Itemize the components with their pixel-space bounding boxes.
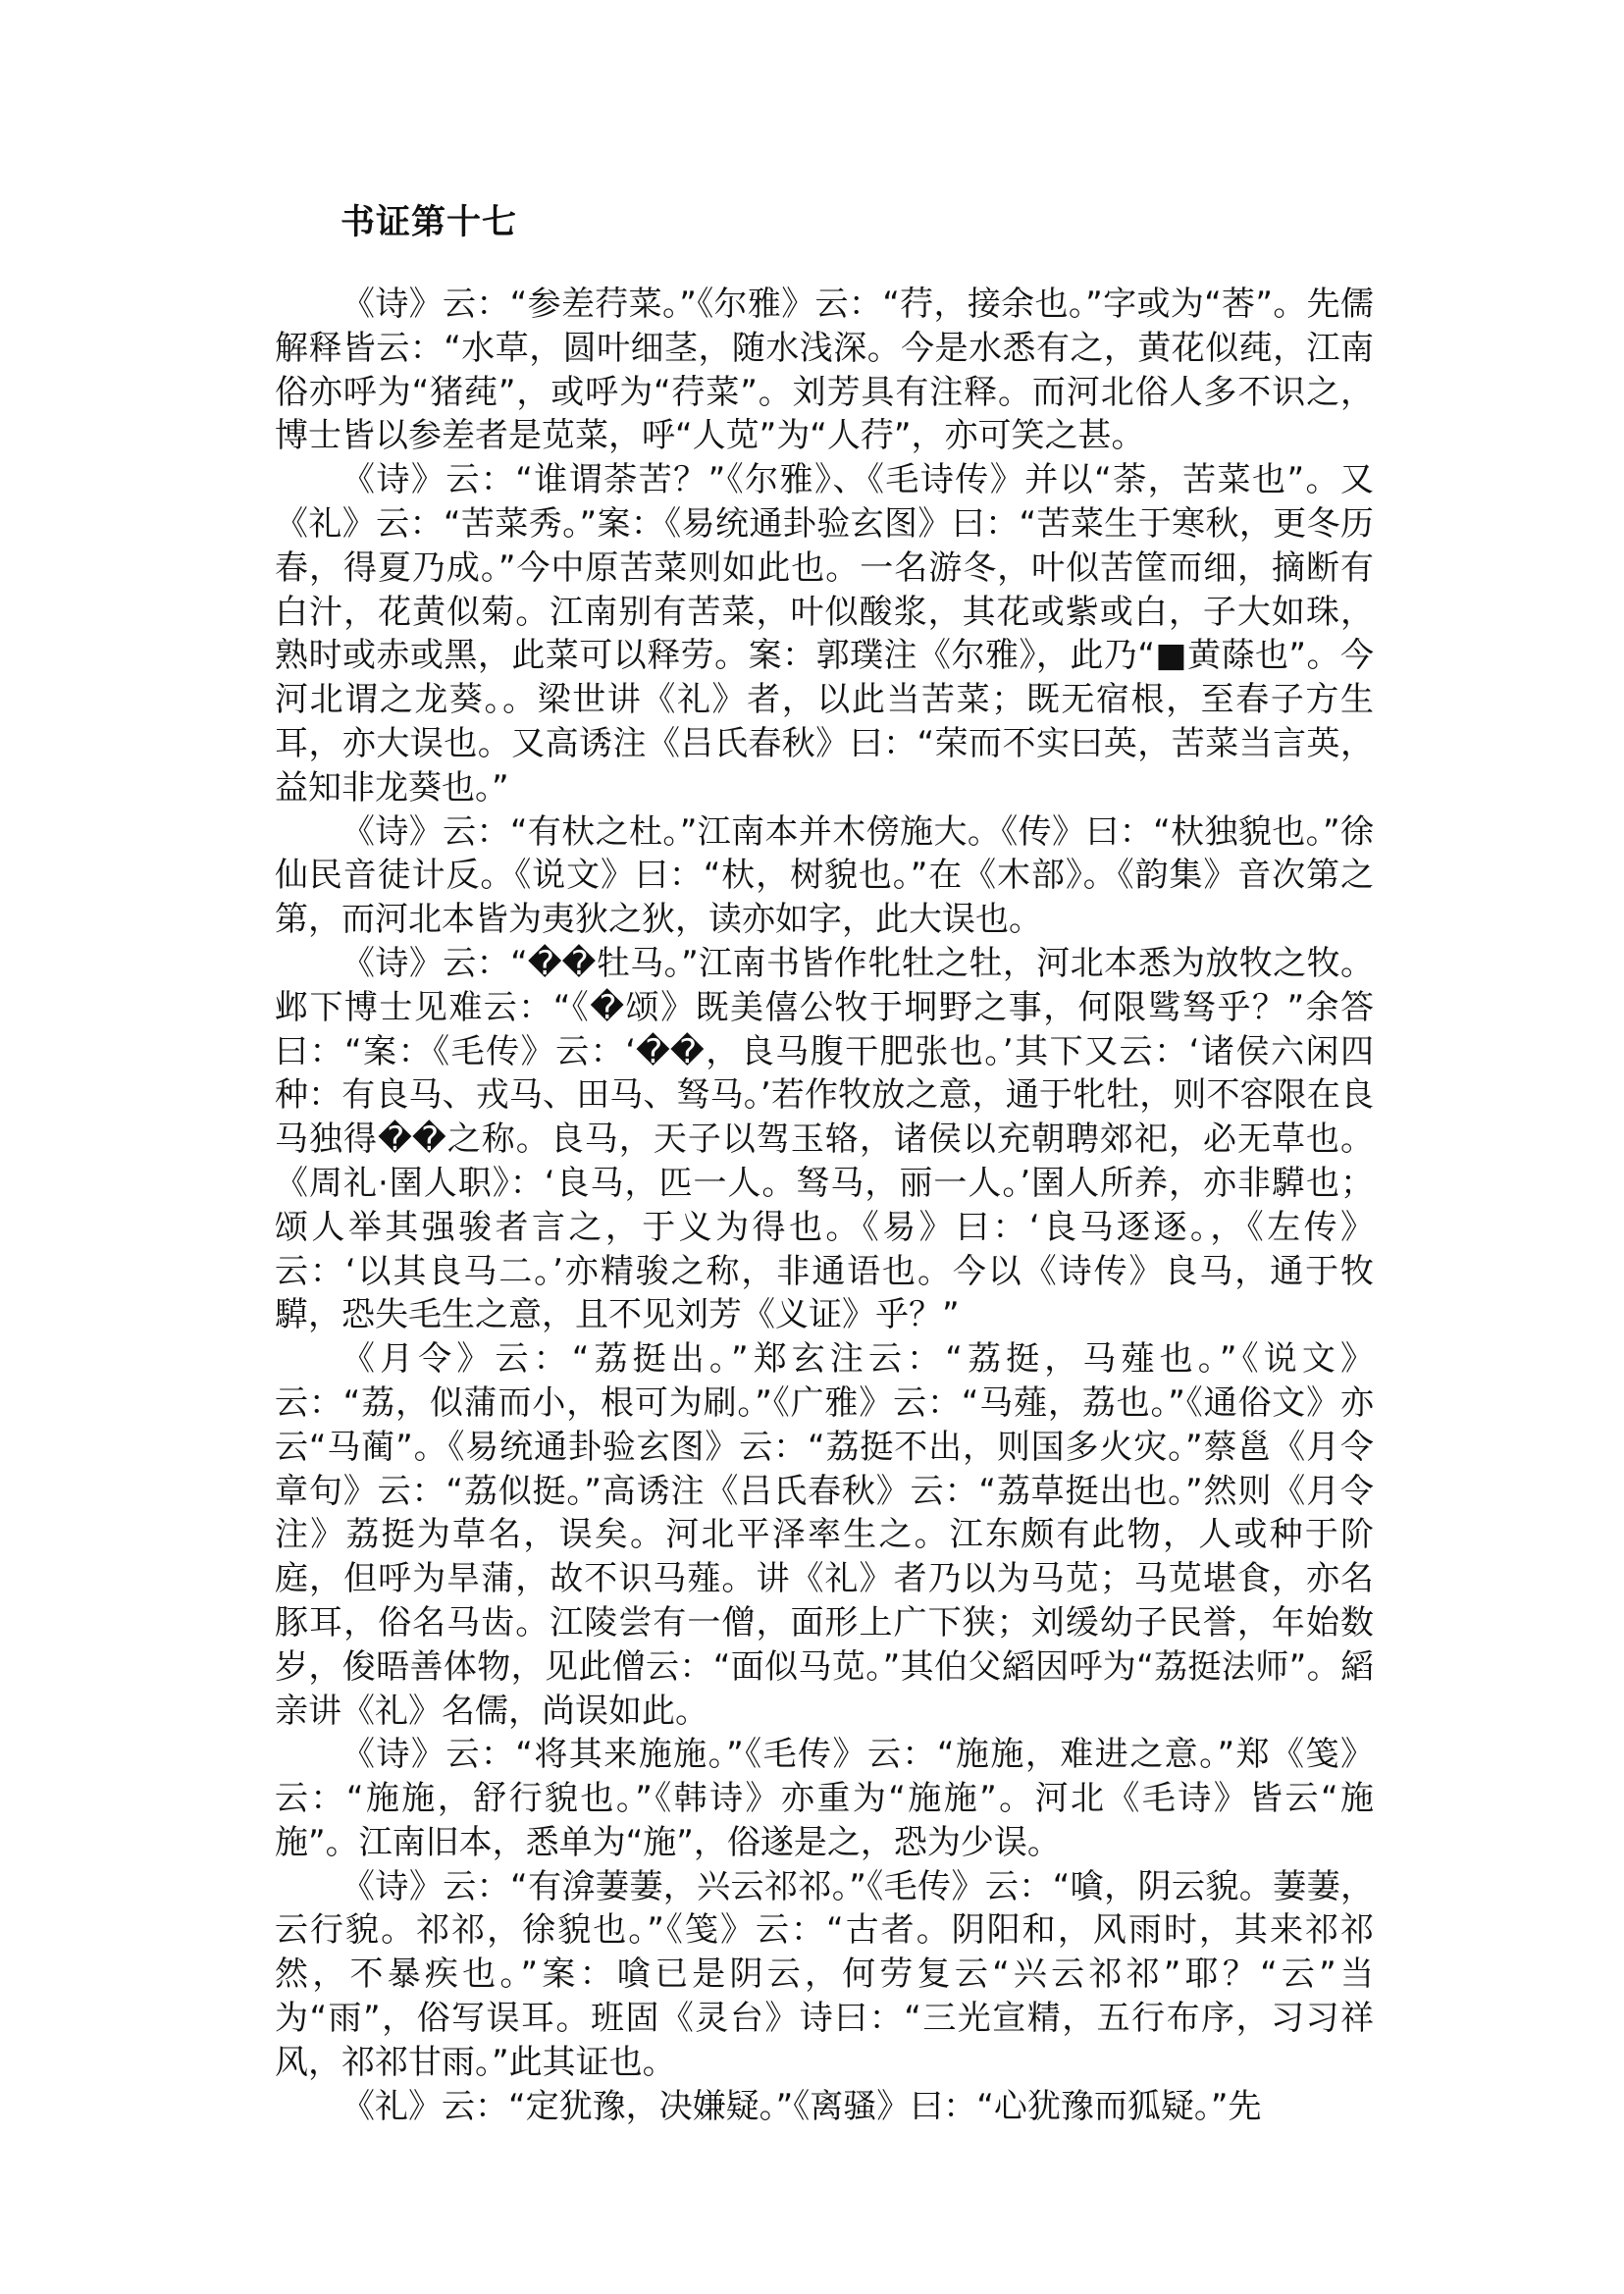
- paragraph: 《诗》云：“有杕之杜。”江南本并木傍施大。《传》曰：“杕独貌也。”徐仙民音徒计反。《说文》曰：“杕，树貌也。”在《木部》。《韵集》音次第之第，而河北本皆为夷狄之狄，读亦如字，此大误也。: [275, 811, 1374, 940]
- paragraph: 《月令》云：“荔挺出。”郑玄注云：“荔挺，马薤也。”《说文》云：“荔，似蒲而小，根可为刷。”《广雅》云：“马薤，荔也。”《通俗文》亦云“马蔺”。《易统通卦验玄图》云：“荔挺不出，则国多火灾。”蔡邕《月令章句》云：“荔似挺。”高诱注《吕氏春秋》云：“荔草挺出也。”然则《月令注》荔挺为草名，误矣。河北平泽率生之。江东颇有此物，人或种于阶庭，但呼为旱蒲，故不识马薤。讲《礼》者乃以为马苋；马苋堪食，亦名豚耳，俗名马齿。江陵尝有一僧，面形上广下狭；刘缓幼子民誉，年始数岁，俊晤善体物，见此僧云：“面似马苋。”其伯父縚因呼为“荔挺法师”。縚亲讲《礼》名儒，尚误如此。: [275, 1339, 1374, 1731]
- paragraph: 《诗》云：“有渰萋萋，兴云祁祁。”《毛传》云：“嗿，阴云貌。萋萋，云行貌。祁祁，徐貌也。”《笺》云：“古者。阴阳和，风雨时，其来祁祁然，不暴疾也。”案：嗿已是阴云，何劳复云“兴云祁祁”耶？“云”当为“雨”，俗写误耳。班固《灵台》诗曰：“三光宣精，五行布序，习习祥风，祁祁甘雨。”此其证也。: [275, 1866, 1374, 2082]
- section-title: 书证第十七: [341, 203, 518, 242]
- paragraph: 《礼》云：“定犹豫，决嫌疑。”《离骚》曰：“心犹豫而狐疑。”先: [341, 2086, 1262, 2126]
- paragraph: 《诗》云：“参差荇菜。”《尔雅》云：“荇，接余也。”字或为“莕”。先儒解释皆云：“水草，圆叶细茎，随水浅深。今是水悉有之，黄花似莼，江南俗亦呼为“猪莼”，或呼为“荇菜”。刘芳具有注释。而河北俗人多不识之，博士皆以参差者是苋菜，呼“人苋”为“人荇”，亦可笑之甚。: [275, 285, 1374, 456]
- paragraph: 《诗》云：“将其来施施。”《毛传》云：“施施，难进之意。”郑《笺》云：“施施，舒行貌也。”《韩诗》亦重为“施施”。河北《毛诗》皆云“施施”。江南旧本，悉单为“施”，俗遂是之，恐为少误。: [275, 1735, 1374, 1862]
- paragraph: 《诗》云：“谁谓荼苦？”《尔雅》、《毛诗传》并以“荼，苦菜也”。又《礼》云：“苦菜秀。”案：《易统通卦验玄图》曰：“苦菜生于寒秋，更冬历春，得夏乃成。”今中原苦菜则如此也。一名游冬，叶似苦筐而细，摘断有白汁，花黄似菊。江南别有苦菜，叶似酸浆，其花或紫或白，子大如珠，熟时或赤或黑，此菜可以释劳。案：郭璞注《尔雅》，此乃“■黄蒢也”。今河北谓之龙葵。。梁世讲《礼》者，以此当苦菜；既无宿根，至春子方生耳，亦大误也。又高诱注《吕氏春秋》曰：“荣而不实曰英，苦菜当言英，益知非龙葵也。”: [275, 460, 1374, 808]
- document-body: [275, 283, 1374, 2128]
- paragraph: 《诗》云：“��牡马。”江南书皆作牝牡之牡，河北本悉为放牧之牧。邺下博士见难云：“《�颂》既美僖公牧于坰野之事，何限骘驽乎？”余答曰：“案：《毛传》云：‘��，良马腹干肥张也。’其下又云：‘诸侯六闲四种：有良马、戎马、田马、驽马。’若作牧放之意，通于牝牡，则不容限在良马独得��之称。良马，天子以驾玉辂，诸侯以充朝聘郊祀，必无草也。《周礼·圉人职》：‘良马，匹一人。驽马，丽一人。’圉人所养，亦非騲也；颂人举其强骏者言之，于义为得也。《易》曰：‘良马逐逐。，《左传》云：‘以其良马二。’亦精骏之称，非通语也。今以《诗传》良马，通于牧騲，恐失毛生之意，且不见刘芳《义证》乎？”: [275, 943, 1374, 1335]
